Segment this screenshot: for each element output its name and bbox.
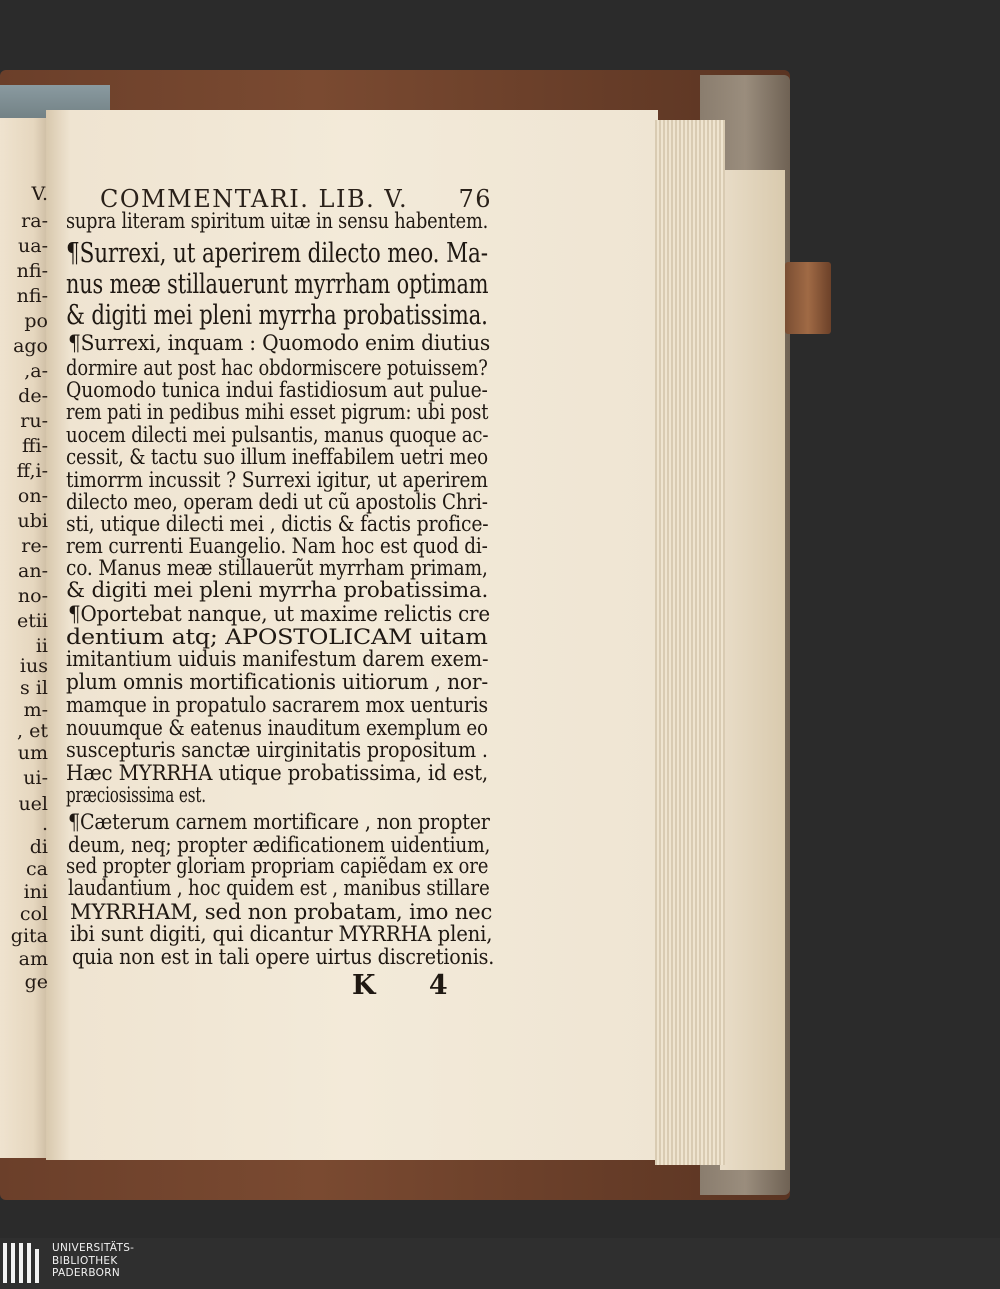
library-logo-icon [3, 1243, 45, 1285]
margin-fragment: um [17, 742, 48, 764]
margin-fragment: ra- [21, 210, 48, 232]
text-line: quia non est in tali opere uirtus discretionis. [72, 945, 495, 969]
margin-fragment: etii [16, 610, 48, 632]
margin-fragment: po [24, 310, 48, 332]
margin-fragment: ius [19, 655, 48, 677]
margin-fragment: ffi- [22, 435, 48, 457]
text-line: & digiti mei pleni myrrha probatissima. [66, 578, 489, 602]
text-line: nouumque & eatenus inauditum exemplum eo [66, 716, 488, 740]
text-line: rem currenti Euangelio. Nam hoc est quod di- [66, 534, 488, 558]
margin-fragment: ru- [20, 410, 48, 432]
logo-line: BIBLIOTHEK [52, 1254, 118, 1267]
text-line: sti, utique dilecti mei , dictis & factis profice- [66, 512, 489, 536]
text-line: præciosissima est. [66, 783, 206, 807]
text-line: ¶Surrexi, inquam : Quomodo enim diutius [68, 331, 491, 355]
page-edges [655, 120, 725, 1165]
margin-fragment: , et [17, 720, 48, 742]
margin-fragment: col [19, 903, 48, 925]
margin-fragment: V. [31, 183, 48, 205]
margin-fragment: ,a- [24, 360, 48, 382]
text-line: cessit, & tactu suo illum ineffabilem uetri meo [66, 445, 488, 469]
text-line: dentium atq; APOSTOLICAM uitam [66, 625, 488, 649]
margin-fragment: ubi [17, 510, 48, 532]
margin-fragment: on- [17, 485, 48, 507]
margin-fragment: . [41, 813, 48, 835]
margin-fragment: ii [35, 635, 48, 657]
text-line: supra literam spiritum uitæ in sensu habentem. [66, 209, 489, 233]
clasp-icon [785, 262, 831, 334]
header-title: COMMENTARI. LIB. V. [100, 185, 409, 213]
margin-fragment: ago [13, 335, 48, 357]
text-line: dormire aut post hac obdormiscere potuissem? [66, 356, 488, 380]
margin-fragment: ini [23, 881, 48, 903]
margin-fragment: ui- [23, 767, 48, 789]
folio-number: 76 [458, 185, 492, 213]
margin-fragment: nfi- [16, 260, 48, 282]
logo-line: UNIVERSITÄTS- [52, 1242, 135, 1254]
margin-fragment: de- [18, 385, 48, 407]
margin-fragment: ua- [18, 235, 48, 257]
margin-fragment: an- [18, 560, 48, 582]
library-logo-text [52, 1242, 134, 1280]
margin-fragment: s il [20, 677, 48, 699]
text-line: ibi sunt digiti, qui dicantur MYRRHA pleni, [70, 922, 493, 946]
margin-fragment: m- [23, 699, 48, 721]
tail-pages [720, 170, 785, 1170]
text-line: co. Manus meæ stillauerũt myrrham primam, [66, 556, 488, 580]
margin-fragment: ff,i- [16, 460, 48, 482]
margin-fragment: re- [21, 535, 48, 557]
text-line: plum omnis mortificationis uitiorum , nor- [66, 670, 488, 694]
text-line: imitantium uiduis manifestum darem exem- [66, 647, 489, 671]
text-line: Hæc MYRRHA utique probatissima, id est, [66, 761, 489, 785]
text-line: rem pati in pedibus mihi esset pigrum: ubi post [66, 400, 489, 424]
signature-mark: K 4 [352, 970, 470, 1001]
margin-fragment: nfi- [16, 285, 48, 307]
margin-fragment: gita [10, 925, 48, 947]
margin-fragment: ge [24, 971, 48, 993]
text-line: deum, neq; propter ædificationem uidentium, [68, 833, 491, 857]
text-line: suscepturis sanctæ uirginitatis propositum . [66, 738, 488, 762]
text-line: Quomodo tunica indui fastidiosum aut pulue- [66, 378, 488, 402]
text-line: uocem dilecti mei pulsantis, manus quoque ac- [66, 423, 489, 447]
text-line: dilecto meo, operam dedi ut cũ apostolis Chri- [66, 490, 488, 514]
text-line: laudantium , hoc quidem est , manibus stillare [68, 876, 490, 900]
text-line: timorrm incussit ? Surrexi igitur, ut aperirem [66, 468, 488, 492]
text-line: nus meæ stillauerunt myrrham optimam [66, 269, 489, 300]
text-line: ¶Oportebat nanque, ut maxime relictis cre [68, 602, 490, 626]
text-line: sed propter gloriam propriam capiẽdam ex ore [66, 854, 489, 878]
library-footer [0, 1238, 1000, 1289]
text-line: MYRRHAM, sed non probatam, imo nec [70, 900, 493, 924]
margin-fragment: uel [18, 793, 48, 815]
text-line: & digiti mei pleni myrrha probatissima. [66, 300, 488, 331]
margin-fragment: am [18, 948, 48, 970]
margin-fragment: ca [26, 858, 48, 880]
margin-fragment: no- [17, 585, 48, 607]
text-line: mamque in propatulo sacrarem mox uenturis [66, 693, 488, 717]
text-line: ¶Cæterum carnem mortificare , non propter [68, 810, 490, 834]
logo-line: PADERBORN [52, 1267, 120, 1279]
margin-fragment: di [29, 836, 48, 858]
text-line: ¶Surrexi, ut aperirem dilecto meo. Ma- [66, 238, 488, 269]
